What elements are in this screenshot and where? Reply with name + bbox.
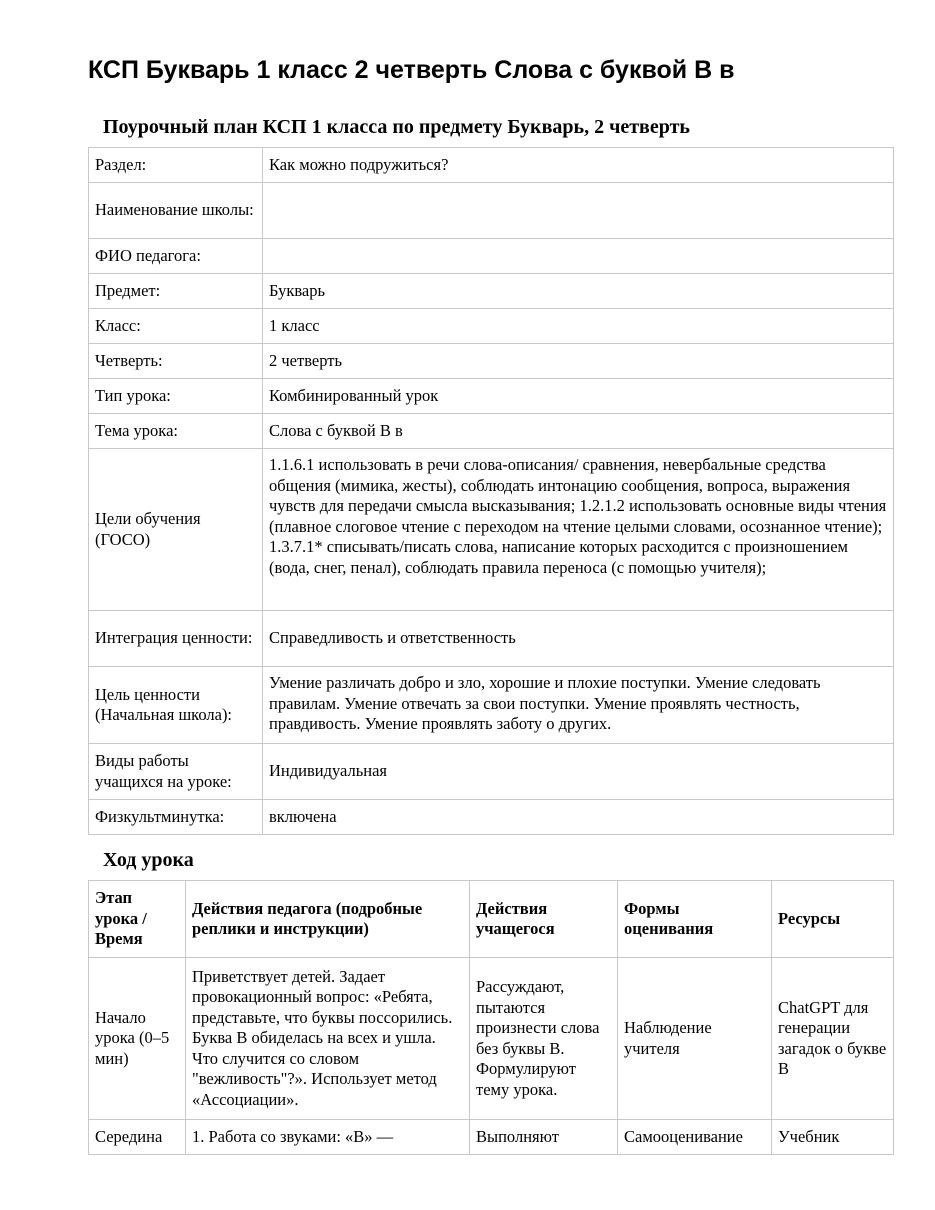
info-row-subject <box>89 274 894 309</box>
info-row-work-types <box>89 744 894 800</box>
info-row-learning-goals <box>89 449 894 611</box>
info-row-lesson-topic <box>89 414 894 449</box>
cell-student-actions: Рассуждают, пытаются произнести слова без буквы В. Формулируют тему урока. <box>470 958 618 1120</box>
table-row <box>89 1120 894 1155</box>
info-row-section <box>89 148 894 183</box>
info-label: Цель ценности (Начальная школа): <box>89 667 263 744</box>
cell-resources: ChatGPT для генерации загадок о букве В <box>772 958 894 1120</box>
info-row-quarter <box>89 344 894 379</box>
info-value: Справедливость и ответственность <box>263 611 894 667</box>
cell-assessment: Самооценивание <box>618 1120 772 1155</box>
lesson-progress-table <box>88 880 894 1155</box>
header-resources: Ресурсы <box>772 881 894 958</box>
info-row-lesson-type <box>89 379 894 414</box>
info-label: Тип урока: <box>89 379 263 414</box>
info-value: Умение различать добро и зло, хорошие и плохие поступки. Умение следовать правилам. Умение отвечать за свои поступки. Умение проявлять честность, правдивость. Умение проявлять заботу о других. <box>263 667 894 744</box>
document-title: КСП Букварь 1 класс 2 четверть Слова с буквой В в <box>88 56 735 84</box>
cell-assessment: Наблюдение учителя <box>618 958 772 1120</box>
info-label: Предмет: <box>89 274 263 309</box>
header-teacher-actions: Действия педагога (подробные реплики и инструкции) <box>186 881 470 958</box>
header-assessment: Формы оценивания <box>618 881 772 958</box>
info-value: Слова с буквой В в <box>263 414 894 449</box>
plan-heading: Поурочный план КСП 1 класса по предмету Букварь, 2 четверть <box>103 116 690 138</box>
info-value: Индивидуальная <box>263 744 894 800</box>
info-row-phys-break <box>89 800 894 835</box>
info-label: ФИО педагога: <box>89 239 263 274</box>
info-label: Наименование школы: <box>89 183 263 239</box>
cell-stage: Начало урока (0–5 мин) <box>89 958 186 1120</box>
info-label: Четверть: <box>89 344 263 379</box>
info-row-value-goal <box>89 667 894 744</box>
lesson-table-header-row <box>89 881 894 958</box>
info-label: Класс: <box>89 309 263 344</box>
header-student-actions: Действия учащегося <box>470 881 618 958</box>
info-value: Букварь <box>263 274 894 309</box>
info-label: Раздел: <box>89 148 263 183</box>
info-label: Тема урока: <box>89 414 263 449</box>
lesson-heading: Ход урока <box>103 849 194 871</box>
info-label: Цели обучения (ГОСО) <box>89 449 263 611</box>
info-value: 1 класс <box>263 309 894 344</box>
cell-teacher-actions: Приветствует детей. Задает провокационный вопрос: «Ребята, представьте, что буквы поссорились. Буква В обиделась на всех и ушла. Что случится со словом "вежливость"?». Использует метод «Ассоциации». <box>186 958 470 1120</box>
info-label: Виды работы учащихся на уроке: <box>89 744 263 800</box>
info-label: Физкультминутка: <box>89 800 263 835</box>
cell-teacher-actions: 1. Работа со звуками: «В» — <box>186 1120 470 1155</box>
info-value: Как можно подружиться? <box>263 148 894 183</box>
lesson-info-table <box>88 147 894 835</box>
cell-student-actions: Выполняют <box>470 1120 618 1155</box>
info-value: 2 четверть <box>263 344 894 379</box>
info-value <box>263 239 894 274</box>
info-value: Комбинированный урок <box>263 379 894 414</box>
table-row <box>89 958 894 1120</box>
info-row-teacher <box>89 239 894 274</box>
info-value: 1.1.6.1 использовать в речи слова-описания/ сравнения, невербальные средства общения (мимика, жесты), соблюдать интонацию сообщения, вопроса, выражения чувств для передачи смысла высказывания; 1.2.1.2 использовать основные виды чтения (плавное слоговое чтение с переходом на чтение целыми словами, осознанное чтение); 1.3.7.1* списывать/писать слова, написание которых расходится с произношением (вода, снег, пенал), соблюдать правила переноса (с помощью учителя); <box>263 449 894 611</box>
info-value <box>263 183 894 239</box>
info-row-value-integration <box>89 611 894 667</box>
header-stage: Этап урока / Время <box>89 881 186 958</box>
cell-resources: Учебник <box>772 1120 894 1155</box>
info-row-school <box>89 183 894 239</box>
info-label: Интеграция ценности: <box>89 611 263 667</box>
info-row-grade <box>89 309 894 344</box>
cell-stage: Середина <box>89 1120 186 1155</box>
info-value: включена <box>263 800 894 835</box>
